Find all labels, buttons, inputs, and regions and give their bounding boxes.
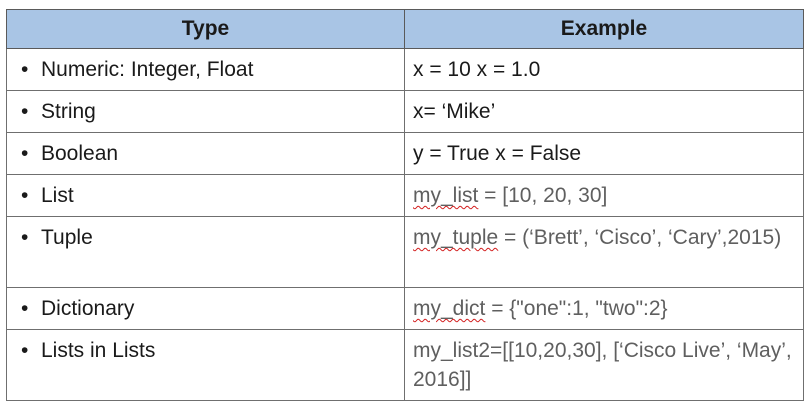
type-cell xyxy=(7,49,405,91)
type-cell xyxy=(7,288,405,330)
type-column-header: Type xyxy=(7,10,405,49)
bullet-icon: • xyxy=(21,339,29,362)
bullet-icon: • xyxy=(21,226,29,249)
type-label: String xyxy=(41,100,96,123)
example-cell xyxy=(405,330,804,401)
example-column-header: Example xyxy=(405,10,804,49)
table-row xyxy=(7,330,804,401)
example-text: = {"one":1, "two":2} xyxy=(485,297,668,320)
example-variable: my_list xyxy=(413,184,479,207)
example-text: x = 10 x = 1.0 xyxy=(413,58,541,81)
type-label: Lists in Lists xyxy=(41,339,156,362)
example-text: = (‘Brett’, ‘Cisco’, ‘Cary’,2015) xyxy=(498,226,782,249)
example-variable: my_tuple xyxy=(413,226,499,249)
type-label: Boolean xyxy=(41,142,119,165)
table-row xyxy=(7,288,804,330)
table-row xyxy=(7,91,804,133)
type-label: Tuple xyxy=(41,226,93,249)
example-cell xyxy=(405,49,804,91)
example-variable: my_dict xyxy=(413,297,486,320)
type-cell xyxy=(7,330,405,401)
bullet-icon: • xyxy=(21,142,29,165)
example-text: y = True x = False xyxy=(413,142,582,165)
type-cell xyxy=(7,175,405,217)
example-cell xyxy=(405,133,804,175)
type-cell xyxy=(7,217,405,288)
type-cell xyxy=(7,91,405,133)
example-text: my_list2=[[10,20,30], [‘Cisco Live’, ‘May’, 2016]] xyxy=(413,339,792,391)
python-data-types-table xyxy=(6,9,804,401)
header-row xyxy=(7,10,804,49)
bullet-icon: • xyxy=(21,58,29,81)
bullet-icon: • xyxy=(21,184,29,207)
example-text: = [10, 20, 30] xyxy=(478,184,608,207)
example-cell xyxy=(405,91,804,133)
table-row xyxy=(7,133,804,175)
type-label: Numeric: Integer, Float xyxy=(41,58,254,81)
example-text: x= ‘Mike’ xyxy=(413,100,496,123)
table-row xyxy=(7,49,804,91)
example-cell xyxy=(405,288,804,330)
table-row xyxy=(7,217,804,288)
bullet-icon: • xyxy=(21,100,29,123)
type-cell xyxy=(7,133,405,175)
type-label: List xyxy=(41,184,74,207)
bullet-icon: • xyxy=(21,297,29,320)
example-cell xyxy=(405,175,804,217)
type-label: Dictionary xyxy=(41,297,135,320)
table-row xyxy=(7,175,804,217)
example-cell xyxy=(405,217,804,288)
